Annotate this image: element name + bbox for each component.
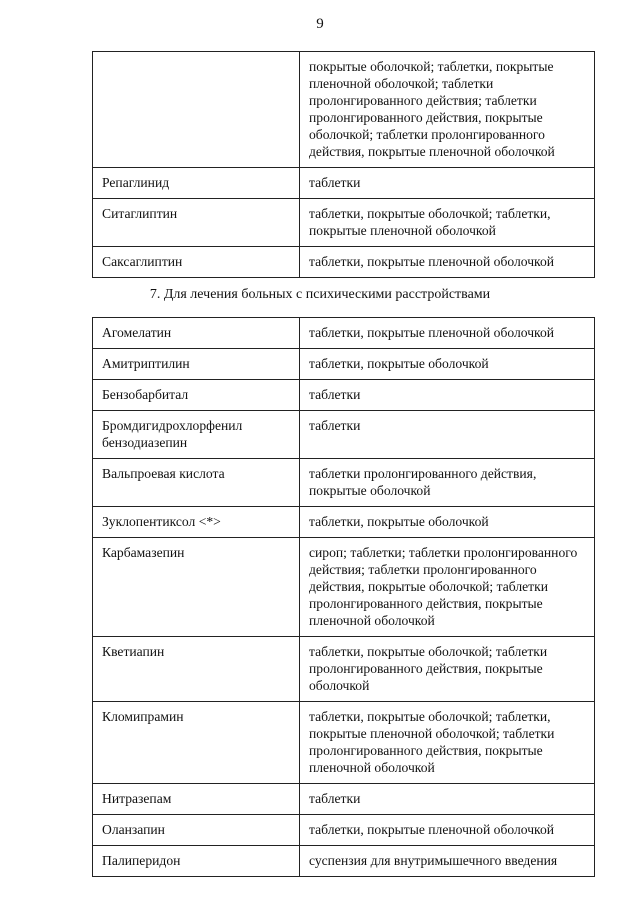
dosage-form-cell: суспензия для внутримышечного введения bbox=[300, 846, 595, 877]
dosage-form-cell: таблетки, покрытые пленочной оболочкой bbox=[300, 815, 595, 846]
drug-name-cell: Нитразепам bbox=[93, 784, 300, 815]
drug-name-cell: Бромдигидрохлорфенил бензодиазепин bbox=[93, 411, 300, 459]
dosage-form-cell: покрытые оболочкой; таблетки, покрытые пленочной оболочкой; таблетки пролонгированного действия; таблетки пролонгированного действия, покрытые оболочкой; таблетки пролонгированного действия, покрытые пленочной оболочкой bbox=[300, 52, 595, 168]
dosage-form-cell: таблетки, покрытые оболочкой; таблетки пролонгированного действия, покрытые оболочкой bbox=[300, 637, 595, 702]
table-row bbox=[93, 702, 595, 784]
table-row bbox=[93, 815, 595, 846]
dosage-form-cell: сироп; таблетки; таблетки пролонгированного действия; таблетки пролонгированного действия, покрытые оболочкой; таблетки пролонгированного действия, покрытые пленочной оболочкой bbox=[300, 538, 595, 637]
table-row bbox=[93, 637, 595, 702]
table-row bbox=[93, 411, 595, 459]
dosage-form-cell: таблетки, покрытые пленочной оболочкой bbox=[300, 247, 595, 278]
drug-name-cell: Саксаглиптин bbox=[93, 247, 300, 278]
drug-name-cell: Агомелатин bbox=[93, 318, 300, 349]
dosage-form-cell: таблетки, покрытые оболочкой bbox=[300, 507, 595, 538]
dosage-form-cell: таблетки, покрытые оболочкой bbox=[300, 349, 595, 380]
dosage-form-cell: таблетки bbox=[300, 784, 595, 815]
drug-name-cell bbox=[93, 52, 300, 168]
dosage-form-cell: таблетки bbox=[300, 411, 595, 459]
table-row bbox=[93, 52, 595, 168]
drug-name-cell: Зуклопентиксол <*> bbox=[93, 507, 300, 538]
dosage-form-cell: таблетки, покрытые пленочной оболочкой bbox=[300, 318, 595, 349]
dosage-form-cell: таблетки, покрытые оболочкой; таблетки, покрытые пленочной оболочкой; таблетки пролонгированного действия, покрытые пленочной оболочкой bbox=[300, 702, 595, 784]
drug-name-cell: Палиперидон bbox=[93, 846, 300, 877]
drug-name-cell: Кветиапин bbox=[93, 637, 300, 702]
table-row bbox=[93, 459, 595, 507]
drug-name-cell: Вальпроевая кислота bbox=[93, 459, 300, 507]
table-row bbox=[93, 247, 595, 278]
dosage-form-cell: таблетки bbox=[300, 380, 595, 411]
drug-name-cell: Оланзапин bbox=[93, 815, 300, 846]
section-heading: 7. Для лечения больных с психическими расстройствами bbox=[149, 287, 491, 302]
table-row bbox=[93, 507, 595, 538]
table-row bbox=[93, 846, 595, 877]
table-row bbox=[93, 784, 595, 815]
table-row bbox=[93, 380, 595, 411]
table-row bbox=[93, 538, 595, 637]
dosage-form-cell: таблетки, покрытые оболочкой; таблетки, покрытые пленочной оболочкой bbox=[300, 199, 595, 247]
dosage-form-cell: таблетки пролонгированного действия, покрытые оболочкой bbox=[300, 459, 595, 507]
drug-name-cell: Карбамазепин bbox=[93, 538, 300, 637]
table-row bbox=[93, 199, 595, 247]
drug-table-continued bbox=[92, 51, 595, 278]
drug-name-cell: Бензобарбитал bbox=[93, 380, 300, 411]
table-row bbox=[93, 349, 595, 380]
page-number: 9 bbox=[316, 16, 324, 32]
drug-name-cell: Амитриптилин bbox=[93, 349, 300, 380]
drug-name-cell: Кломипрамин bbox=[93, 702, 300, 784]
drug-name-cell: Ситаглиптин bbox=[93, 199, 300, 247]
drug-name-cell: Репаглинид bbox=[93, 168, 300, 199]
drug-table-psychiatric bbox=[92, 317, 595, 877]
table-row bbox=[93, 318, 595, 349]
dosage-form-cell: таблетки bbox=[300, 168, 595, 199]
table-row bbox=[93, 168, 595, 199]
